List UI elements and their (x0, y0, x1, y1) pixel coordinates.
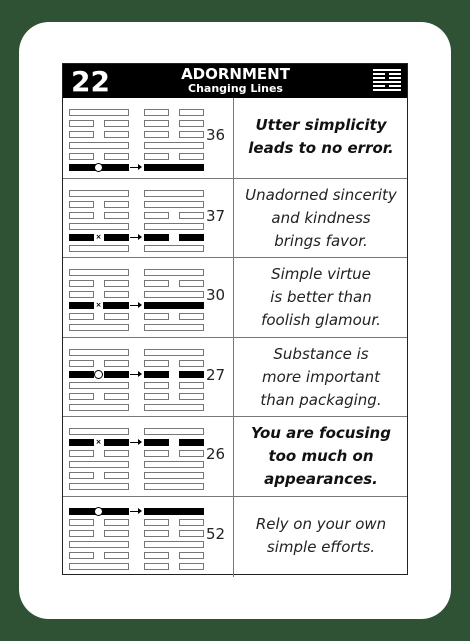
line-meaning-text: leads to no error. (248, 139, 394, 157)
line-meaning-text: foolish glamour. (261, 311, 381, 330)
row-divider (233, 417, 234, 497)
card-frame (62, 63, 408, 575)
line-meaning-text: than packaging. (260, 390, 382, 409)
line-meaning-text: appearances. (264, 470, 378, 489)
target-hexagram (144, 185, 204, 253)
yang-line (144, 302, 204, 309)
row-divider (233, 338, 234, 418)
arrow-icon (130, 237, 140, 238)
line-meaning-text: too much on (268, 447, 374, 466)
changing-line-row (63, 337, 407, 418)
target-hexagram-number: 36 (206, 126, 226, 144)
line-meaning (235, 513, 407, 559)
yin-line (144, 382, 204, 389)
changing-yang-mark-icon (94, 163, 103, 172)
line-meaning (235, 184, 407, 253)
yin-line (144, 109, 204, 116)
yin-line (144, 439, 204, 446)
line-meaning-text: Simple virtue (271, 265, 371, 284)
yang-line (69, 302, 129, 309)
changing-line-row (63, 416, 407, 497)
changing-yang-mark-icon (94, 507, 103, 516)
yang-line (144, 508, 204, 515)
yin-line (69, 201, 129, 208)
yang-line (69, 223, 129, 230)
target-hexagram (144, 264, 204, 332)
yang-line (144, 190, 204, 197)
target-hexagram (144, 344, 204, 412)
yin-line (69, 519, 129, 526)
line-meaning-text: more important (261, 367, 381, 386)
target-hexagram (144, 104, 204, 172)
yin-line (69, 234, 129, 241)
yin-line (69, 472, 129, 479)
line-meaning-text: You are focusing (251, 424, 391, 443)
yin-line (144, 212, 204, 219)
yin-line (144, 563, 204, 570)
yang-line (144, 201, 204, 208)
row-divider (233, 497, 234, 577)
yin-line (69, 371, 129, 378)
source-hexagram (69, 344, 129, 412)
hexagram-number: 22 (71, 65, 110, 98)
line-meaning-text: and kindness (271, 208, 371, 227)
hexagram-title: ADORNMENT (181, 65, 290, 83)
source-hexagram (69, 104, 129, 172)
yin-line (69, 552, 129, 559)
line-meaning-text: Rely on your own (255, 515, 387, 533)
changing-line-row (63, 178, 407, 259)
line-meaning-text: simple efforts. (266, 538, 376, 556)
yang-line (69, 404, 129, 411)
target-hexagram (144, 503, 204, 571)
changing-line-row (63, 257, 407, 338)
yin-line (69, 360, 129, 367)
yin-line (69, 153, 129, 160)
yin-line (144, 131, 204, 138)
arrow-icon (130, 442, 140, 443)
yang-line (69, 109, 129, 116)
yang-line (144, 269, 204, 276)
changing-line-row (63, 496, 407, 577)
yang-line (69, 349, 129, 356)
yin-line (144, 393, 204, 400)
target-hexagram-number: 30 (206, 286, 226, 305)
yin-line (144, 450, 204, 457)
yang-line (144, 142, 204, 149)
yin-line (144, 153, 204, 160)
line-meaning-text: Unadorned sincerity (245, 185, 397, 204)
yin-line (144, 552, 204, 559)
target-hexagram (144, 423, 204, 491)
yang-line (144, 223, 204, 230)
yang-line (144, 428, 204, 435)
yang-line (144, 245, 204, 252)
yang-line (69, 269, 129, 276)
yang-line (69, 508, 129, 515)
row-divider (233, 98, 234, 178)
line-meaning-text: brings favor. (274, 231, 368, 250)
yin-line (69, 291, 129, 298)
yang-line (69, 245, 129, 252)
yin-line (144, 280, 204, 287)
target-hexagram-number: 37 (206, 206, 226, 225)
yang-line (69, 382, 129, 389)
yin-line (144, 519, 204, 526)
yang-line (144, 404, 204, 411)
arrow-icon (130, 167, 140, 168)
line-meaning-text: is better than (270, 288, 372, 307)
yin-line (69, 450, 129, 457)
yin-line (69, 120, 129, 127)
card-header (63, 64, 407, 98)
line-meaning-text: Utter simplicity (255, 116, 387, 134)
source-hexagram (69, 264, 129, 332)
changing-yin-mark-icon: × (95, 232, 102, 241)
source-hexagram (69, 185, 129, 253)
yang-line (144, 291, 204, 298)
yin-line (144, 360, 204, 367)
yang-line (69, 541, 129, 548)
line-meaning (235, 263, 407, 332)
yang-line (144, 541, 204, 548)
target-hexagram-number: 52 (206, 525, 226, 543)
line-meaning (235, 114, 407, 160)
row-divider (233, 258, 234, 338)
yang-line (69, 461, 129, 468)
yang-line (144, 472, 204, 479)
yang-line (69, 483, 129, 490)
yin-line (69, 439, 129, 446)
yang-line (69, 563, 129, 570)
yang-line (144, 349, 204, 356)
hexagram-subtitle: Changing Lines (188, 82, 283, 95)
target-hexagram-number: 27 (206, 365, 226, 384)
yang-line (69, 164, 129, 171)
yin-line (69, 313, 129, 320)
changing-yang-mark-icon (94, 370, 103, 379)
line-meaning (235, 422, 407, 491)
yin-line (144, 530, 204, 537)
yin-line (69, 212, 129, 219)
source-hexagram (69, 423, 129, 491)
source-hexagram (69, 503, 129, 571)
target-hexagram-number: 26 (206, 445, 226, 464)
yin-line (69, 131, 129, 138)
changing-line-row (63, 98, 407, 178)
yang-line (144, 461, 204, 468)
yang-line (69, 324, 129, 331)
yin-line (69, 393, 129, 400)
arrow-icon (130, 511, 140, 512)
yang-line (144, 483, 204, 490)
line-meaning (235, 343, 407, 412)
row-divider (233, 179, 234, 259)
yin-line (144, 313, 204, 320)
yang-line (69, 190, 129, 197)
hexagram-icon (373, 69, 401, 93)
yang-line (69, 428, 129, 435)
changing-yin-mark-icon: × (95, 438, 102, 447)
yang-line (144, 164, 204, 171)
yin-line (144, 371, 204, 378)
yang-line (69, 142, 129, 149)
yin-line (144, 120, 204, 127)
yang-line (144, 324, 204, 331)
changing-yin-mark-icon: × (95, 301, 102, 310)
arrow-icon (130, 374, 140, 375)
arrow-icon (130, 305, 140, 306)
yin-line (69, 280, 129, 287)
yin-line (144, 234, 204, 241)
line-meaning-text: Substance is (273, 344, 369, 363)
yin-line (69, 530, 129, 537)
